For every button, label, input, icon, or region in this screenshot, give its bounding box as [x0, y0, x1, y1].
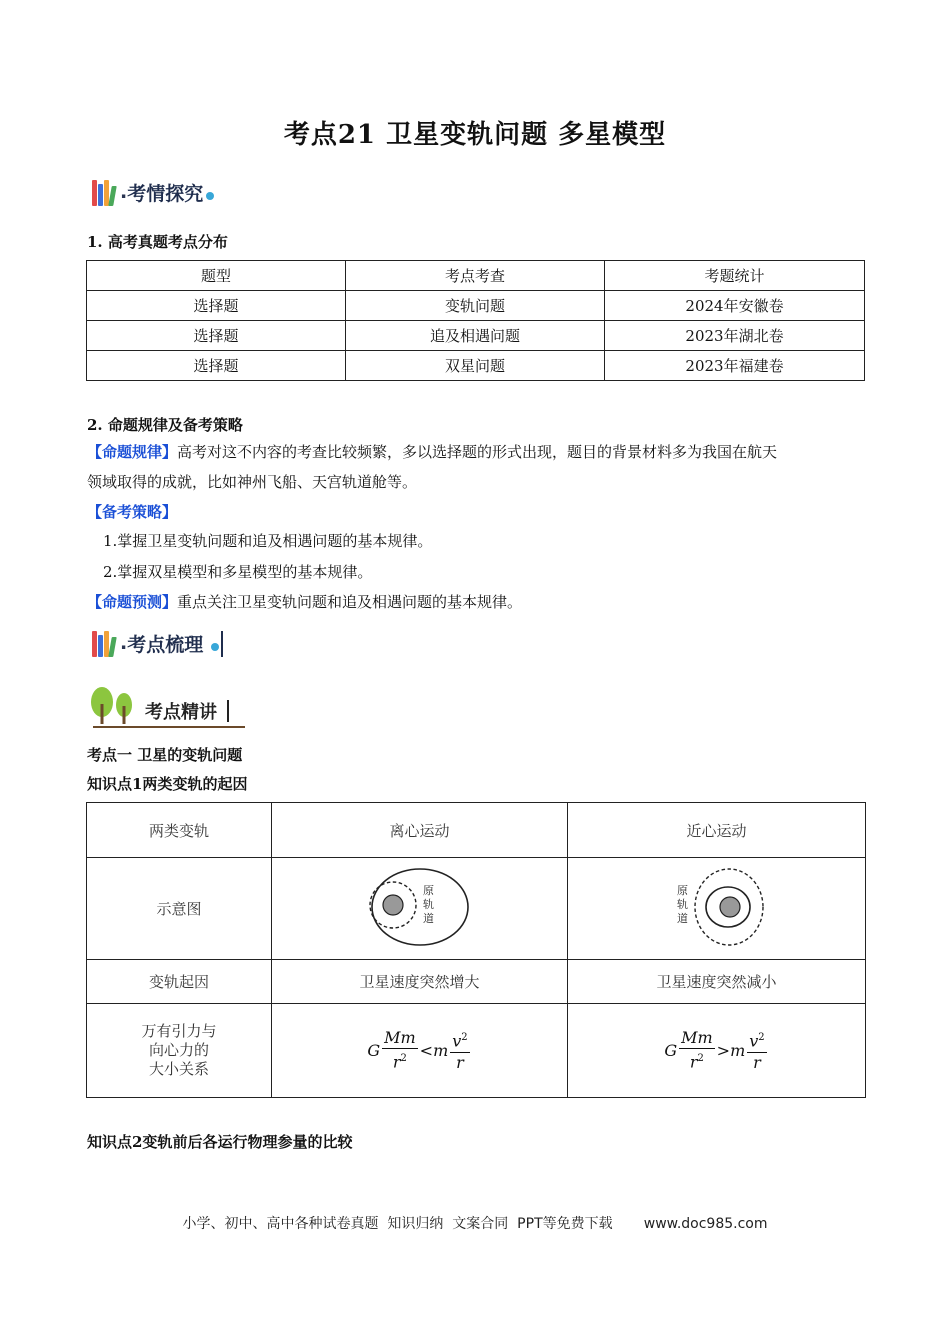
predict-paragraph: [87, 587, 522, 617]
table-header-cell: 近心运动: [568, 803, 866, 858]
table-header-cell: 两类变轨: [87, 803, 272, 858]
table-cell: 示意图: [87, 858, 272, 960]
table-row: [87, 291, 865, 321]
rule-text-cont: 领域取得的成就，比如神州飞船、天宫轨道舱等。: [87, 473, 418, 491]
relation-label-line: 万有引力与: [141, 1022, 217, 1040]
svg-text:道: 道: [422, 911, 434, 925]
table-cell: 双星问题: [346, 351, 605, 381]
svg-text:轨: 轨: [422, 897, 434, 911]
table-cell: 卫星速度突然增大: [272, 960, 568, 1004]
knowledge-heading: 知识点2变轨前后各运行物理参量的比较: [87, 1133, 353, 1151]
centripetal-orbit-diagram: [662, 864, 772, 950]
formula-greater-than: G $\frac{Mm}{r^2}$ > m $\frac{v^2}{r}$: [664, 1028, 765, 1072]
knowledge-heading: 知识点1两类变轨的起因: [87, 775, 248, 793]
table-header-cell: 离心运动: [272, 803, 568, 858]
page-footer: 小学、初中、高中各种试卷真题 知识归纳 文案合同 PPT等免费下载 www.doc985.com: [182, 1216, 768, 1232]
topic-heading: 考点一 卫星的变轨问题: [87, 746, 243, 764]
banner-label: 考点梳理: [127, 633, 204, 656]
rule-text: 高考对这不内容的考查比较频繁，多以选择题的形式出现，题目的背景材料多为我国在航天: [177, 443, 778, 461]
formula-less-than: G $\frac{Mm}{r^2}$ < m $\frac{v^2}{r}$: [367, 1028, 468, 1072]
relation-label-line: 大小关系: [148, 1060, 209, 1078]
table-cell: 变轨起因: [87, 960, 272, 1004]
section-banner-key-points: [89, 686, 246, 730]
orbit-change-table: [86, 802, 866, 1098]
rule-label: 【命题规律】: [87, 443, 178, 461]
table-cell: 2023年湖北卷: [605, 321, 865, 351]
banner-label: 考情探究: [127, 182, 204, 205]
table-cell: 追及相遇问题: [346, 321, 605, 351]
formula-cell-centripetal: [568, 1004, 866, 1098]
table-cell: 2023年福建卷: [605, 351, 865, 381]
strategy-item: 1.掌握卫星变轨问题和追及相遇问题的基本规律。: [103, 532, 433, 550]
table-header-cell: 考题统计: [605, 261, 865, 291]
rule-paragraph: [87, 437, 867, 497]
formula-cell-centrifugal: [272, 1004, 568, 1098]
table-row: [87, 858, 866, 960]
table-row: [87, 321, 865, 351]
table-cell: 2024年安徽卷: [605, 291, 865, 321]
strategy-label-text: 【备考策略】: [87, 503, 178, 521]
table-header-row: [87, 803, 866, 858]
section-banner-topic-review: . 考点梳理: [92, 629, 219, 657]
table-header-cell: 题型: [87, 261, 346, 291]
dot-icon: [211, 643, 219, 651]
svg-text:轨: 轨: [676, 897, 688, 911]
orbit-label: 原: [676, 883, 688, 897]
table-cell: [87, 1004, 272, 1098]
diagram-cell-centripetal: [568, 858, 866, 960]
section-heading: 1. 高考真题考点分布: [87, 233, 228, 251]
section-heading: 2. 命题规律及备考策略: [87, 416, 243, 434]
table-row: [87, 351, 865, 381]
strategy-label: [87, 497, 177, 527]
strategy-item: 2.掌握双星模型和多星模型的基本规律。: [103, 563, 373, 581]
table-cell: 选择题: [87, 321, 346, 351]
predict-text: 重点关注卫星变轨问题和追及相遇问题的基本规律。: [177, 593, 523, 611]
table-cell: 选择题: [87, 291, 346, 321]
dot-icon: [206, 192, 214, 200]
table-row: [87, 960, 866, 1004]
table-cell: 卫星速度突然减小: [568, 960, 866, 1004]
table-row: [87, 1004, 866, 1098]
table-header-cell: 考点考查: [346, 261, 605, 291]
section-banner-exam-analysis: . 考情探究: [92, 178, 214, 206]
books-icon: [92, 178, 116, 206]
banner-label: 考点精讲: [145, 702, 217, 723]
table-cell: 变轨问题: [346, 291, 605, 321]
diagram-cell-centrifugal: [272, 858, 568, 960]
tree-icon: [89, 686, 139, 726]
exam-distribution-table: [86, 260, 865, 381]
books-icon: [92, 629, 116, 657]
orbit-label: 原: [422, 883, 434, 897]
predict-label: 【命题预测】: [87, 593, 178, 611]
relation-label-line: 向心力的: [148, 1041, 209, 1059]
page-title: 考点21 卫星变轨问题 多星模型: [283, 120, 667, 150]
svg-text:道: 道: [676, 911, 688, 925]
centrifugal-orbit-diagram: [365, 864, 475, 950]
table-cell: 选择题: [87, 351, 346, 381]
table-header-row: [87, 261, 865, 291]
